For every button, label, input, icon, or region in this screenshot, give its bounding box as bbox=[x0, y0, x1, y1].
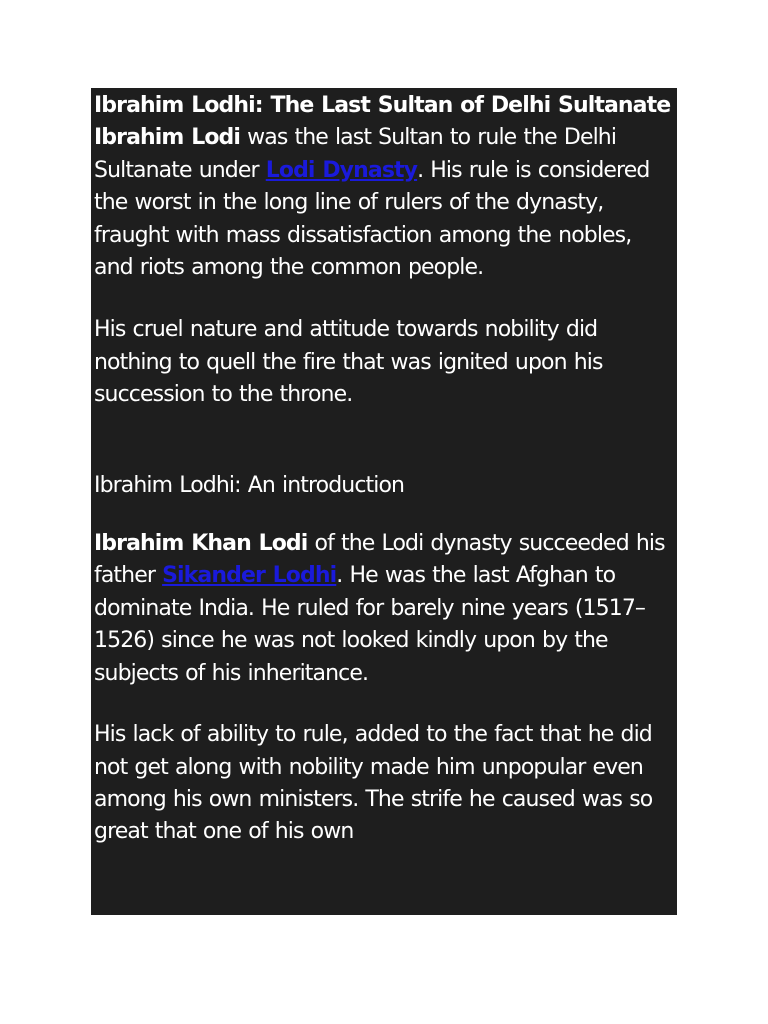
nature-paragraph: His cruel nature and attitude towards nobility did nothing to quell the fire that was ignited upon his succession to the throne. bbox=[94, 317, 603, 408]
intro-bold-name: Ibrahim Lodi bbox=[94, 125, 241, 151]
lodi-dynasty-link[interactable]: Lodi Dynasty bbox=[265, 157, 418, 183]
succession-text-a: of the Lodi dynasty succeeded his father bbox=[94, 531, 665, 589]
intro-text-a: was the last Sultan to rule the Delhi Sultanate under bbox=[94, 125, 617, 183]
ability-paragraph: His lack of ability to rule, added to the fact that he did not get along with nobility made him unpopular even among his own ministers. The strife he caused was so great that one of his own bbox=[94, 722, 653, 845]
intro-text-b: . His rule is considered the worst in the long line of rulers of the dynasty, fraught with mass dissatisfaction among the nobles, and riots among the common people. bbox=[94, 157, 650, 281]
article-title: Ibrahim Lodhi: The Last Sultan of Delhi Sultanate bbox=[94, 93, 671, 118]
succession-paragraph bbox=[94, 528, 677, 690]
intro-paragraph bbox=[94, 122, 677, 284]
article-panel bbox=[91, 88, 677, 915]
succession-text-b: . He was the last Afghan to dominate India. He ruled for barely nine years (1517–1526) since he was not looked kindly upon by the subjects of his inheritance. bbox=[94, 563, 646, 686]
sikander-lodhi-link[interactable]: Sikander Lodhi bbox=[162, 563, 337, 589]
introduction-heading: Ibrahim Lodhi: An introduction bbox=[94, 472, 405, 498]
succession-bold-name: Ibrahim Khan Lodi bbox=[94, 531, 308, 557]
